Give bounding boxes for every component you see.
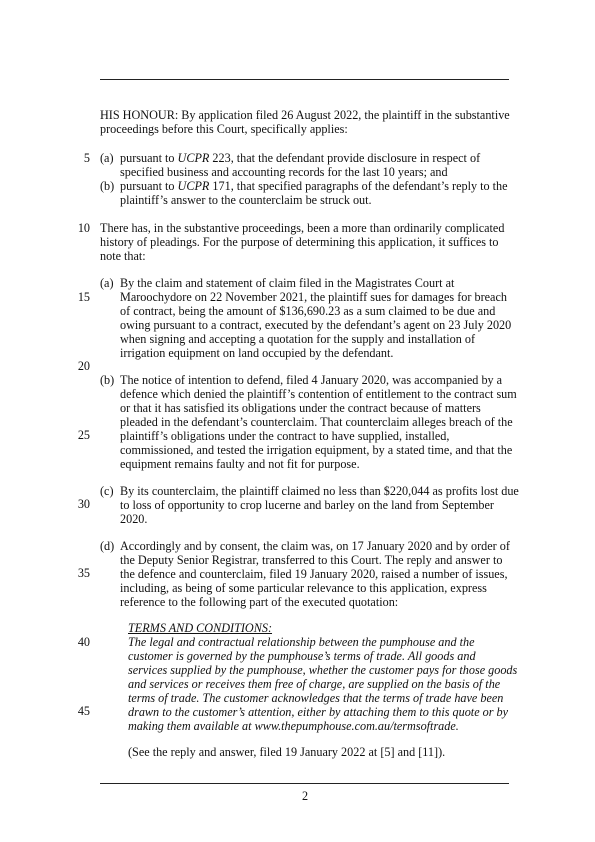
para-b-line: or that it has satisfied its obligations under the contract because of matters: [120, 401, 481, 415]
para-b-line: equipment remains faulty and not fit for purpose.: [120, 457, 360, 471]
quote-heading: TERMS AND CONDITIONS:: [128, 621, 273, 635]
page-number: 2: [301, 789, 309, 803]
line-number-35: 35: [77, 566, 90, 580]
quote-line: services supplied by the pumphouse, whether the customer pays for those goods: [128, 663, 518, 677]
para-c-line: 2020.: [120, 512, 148, 526]
item-a-post: 223, that the defendant provide disclosure in respect of: [209, 151, 481, 165]
item-a-cont: specified business and accounting records for the last 10 years; and: [120, 165, 448, 179]
para-c-line: By its counterclaim, the plaintiff claimed no less than $220,044 as profits lost due: [120, 484, 519, 498]
intro-line: HIS HONOUR: By application filed 26 August 2022, the plaintiff in the substantive: [100, 108, 510, 122]
para-b-label: (b): [100, 373, 115, 387]
para-b-line: The notice of intention to defend, filed 4 January 2020, was accompanied by a: [120, 373, 503, 387]
line-number-25: 25: [77, 428, 90, 442]
line-number-15: 15: [77, 290, 90, 304]
item-b-text: [120, 179, 508, 193]
quote-line: and services or receives them free of charge, are supplied on the basis of the: [128, 677, 501, 691]
para-d-line: the Deputy Senior Registrar, transferred to this Court. The reply and answer to: [120, 553, 503, 567]
para-a-label: (a): [100, 276, 114, 290]
para-a-line: By the claim and statement of claim filed in the Magistrates Court at: [120, 276, 455, 290]
para-a-line: Maroochydore on 22 November 2021, the plaintiff sues for damages for breach: [120, 290, 507, 304]
history-line: note that:: [100, 249, 146, 263]
para-d-line: reference to the following part of the executed quotation:: [120, 595, 399, 609]
item-a-label: (a): [100, 151, 114, 165]
quote-line: customer is governed by the pumphouse’s terms of trade. All goods and: [128, 649, 476, 663]
para-b-line: defence which denied the plaintiff’s contention of entitlement to the contract sum: [120, 387, 517, 401]
item-a-rule: UCPR: [177, 151, 210, 165]
quote-citation: (See the reply and answer, filed 19 January 2022 at [5] and [11]).: [128, 745, 446, 759]
para-a-line: of contract, being the amount of $136,690.23 as a sum claimed to be due and: [120, 304, 496, 318]
line-number-45: 45: [77, 704, 90, 718]
history-line: There has, in the substantive proceedings, been a more than ordinarily complicated: [100, 221, 505, 235]
item-a-pre: pursuant to: [120, 151, 178, 165]
item-b-pre: pursuant to: [120, 179, 178, 193]
para-c-label: (c): [100, 484, 114, 498]
item-a-text: [120, 151, 480, 165]
item-b-post: 171, that specified paragraphs of the defendant’s reply to the: [209, 179, 508, 193]
item-b-label: (b): [100, 179, 115, 193]
para-a-line: when signing and accepting a quotation for the supply and installation of: [120, 332, 476, 346]
line-number-40: 40: [77, 635, 90, 649]
intro-line: proceedings before this Court, specifically applies:: [100, 122, 348, 136]
history-line: history of pleadings. For the purpose of determining this application, it suffices to: [100, 235, 499, 249]
top-rule: [100, 79, 509, 80]
para-a-line: irrigation equipment on land occupied by the defendant.: [120, 346, 394, 360]
item-b-rule: UCPR: [177, 179, 210, 193]
para-b-line: plaintiff’s obligations under the contract to have supplied, installed,: [120, 429, 450, 443]
para-b-line: pleaded in the defendant’s counterclaim. That counterclaim alleges breach of the: [120, 415, 513, 429]
para-d-label: (d): [100, 539, 115, 553]
item-b-cont: plaintiff’s answer to the counterclaim be struck out.: [120, 193, 372, 207]
para-d-line: Accordingly and by consent, the claim was, on 17 January 2020 and by order of: [120, 539, 510, 553]
para-d-line: the defence and counterclaim, filed 19 January 2020, raised a number of issues,: [120, 567, 508, 581]
para-d-line: including, as being of some particular relevance to this application, express: [120, 581, 487, 595]
line-number-20: 20: [77, 359, 90, 373]
line-number-5: 5: [83, 151, 90, 165]
bottom-rule: [100, 783, 509, 784]
quote-line: drawn to the customer’s attention, either by attaching them to this quote or by: [128, 705, 509, 719]
quote-line: making them available at www.thepumphouse.com.au/termsoftrade.: [128, 719, 459, 733]
line-number-10: 10: [77, 221, 90, 235]
quote-line: The legal and contractual relationship between the pumphouse and the: [128, 635, 475, 649]
para-c-line: to loss of opportunity to crop lucerne and barley on the land from September: [120, 498, 494, 512]
para-a-line: owing pursuant to a contract, executed by the defendant’s agent on 23 July 2020: [120, 318, 512, 332]
quote-line: terms of trade. The customer acknowledges that the terms of trade have been: [128, 691, 504, 705]
line-number-30: 30: [77, 497, 90, 511]
para-b-line: commissioned, and tested the irrigation equipment, by a stated time, and that the: [120, 443, 513, 457]
